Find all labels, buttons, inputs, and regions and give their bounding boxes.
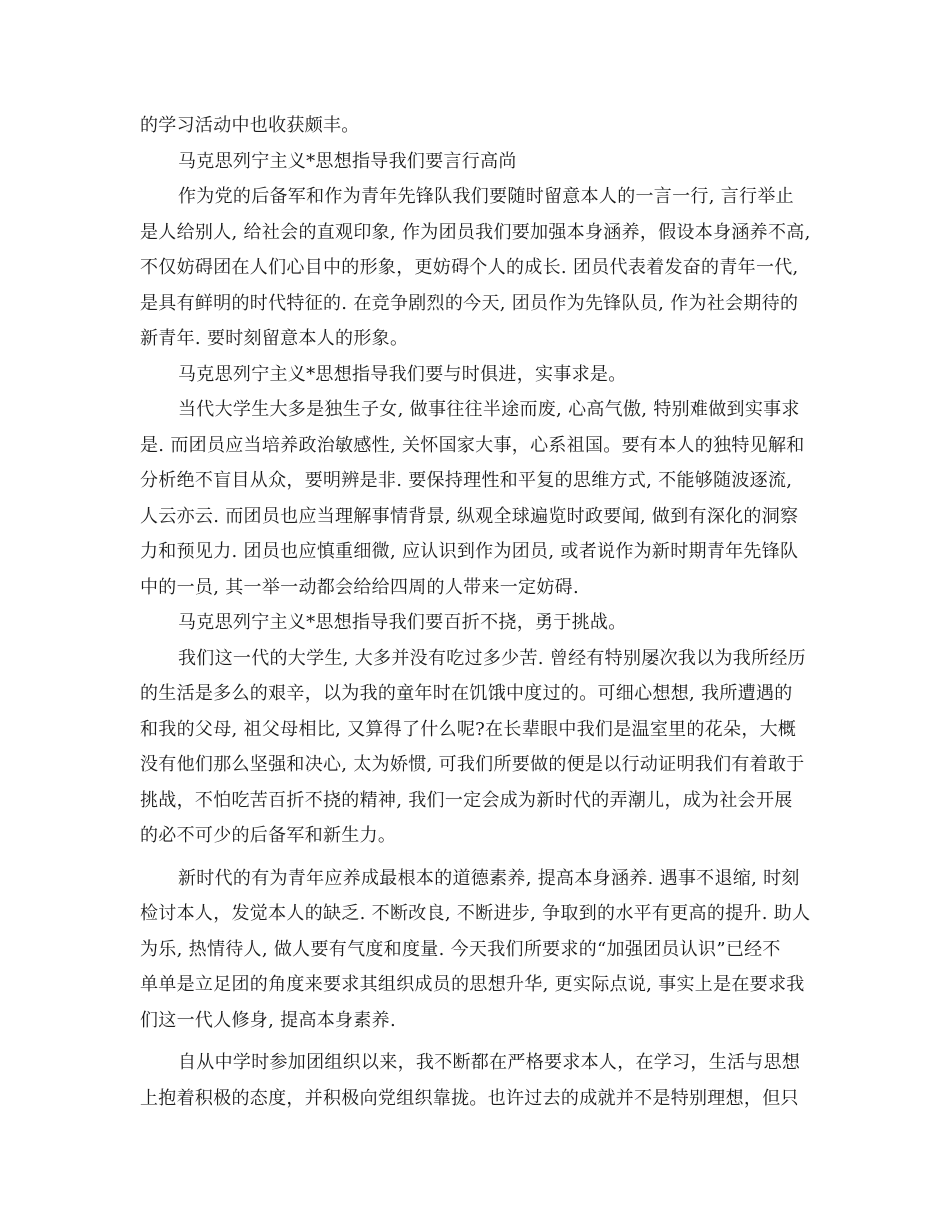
text-line: 单单是立足团的角度来要求其组织成员的思想升华, 更实际点说, 事实上是在要求我 bbox=[140, 974, 805, 995]
text-line: 检讨本人，发觉本人的缺乏. 不断改良, 不断进步, 争取到的水平有更高的提升. 助人 bbox=[140, 903, 811, 924]
paragraph-first-line: 新时代的有为青年应养成最根本的道德素养, 提高本身涵养. 遇事不退缩, 时刻 bbox=[178, 867, 800, 889]
text-line: 们这一代人修身, 提高本身素养. bbox=[140, 1009, 396, 1031]
text-line: 新青年. 要时刻留意本人的形象。 bbox=[140, 328, 409, 349]
text-line: 挑战，不怕吃苦百折不挠的精神, 我们一定会成为新时代的弄潮儿，成为社会开展 bbox=[140, 789, 793, 811]
paragraph-first-line: 我们这一代的大学生, 大多并没有吃过多少苦. 曾经有特别屡次我以为我所经历 bbox=[178, 647, 806, 669]
document-body bbox=[140, 108, 820, 1116]
paragraph-first-line: 马克思列宁主义*思想指导我们要言行高尚 bbox=[178, 150, 517, 172]
paragraph-first-line: 当代大学生大多是独生子女, 做事往往半途而废, 心高气傲, 特别难做到实事求 bbox=[178, 399, 800, 420]
text-line: 没有他们那么坚强和决心, 太为娇惯, 可我们所要做的便是以行动证明我们有着敢于 bbox=[140, 754, 805, 775]
paragraph-first-line: 马克思列宁主义*思想指导我们要百折不挠，勇于挑战。 bbox=[178, 612, 627, 633]
text-line: 的必不可少的后备军和新生力。 bbox=[140, 825, 397, 846]
text-line: 不仅妨碍团在人们心目中的形象，更妨碍个人的成长. 团员代表着发奋的青年一代, bbox=[140, 257, 799, 278]
text-line: 中的一员, 其一举一动都会给给四周的人带来一定妨碍. bbox=[140, 576, 579, 598]
text-line: 是具有鲜明的时代特征的. 在竞争剧烈的今天, 团员作为先锋队员, 作为社会期待的 bbox=[140, 292, 799, 314]
text-line: 的学习活动中也收获颇丰。 bbox=[140, 115, 360, 136]
text-line: 分析绝不盲目从众，要明辨是非. 要保持理性和平复的思维方式, 不能够随波逐流, bbox=[140, 470, 793, 491]
text-line: 是人给别人, 给社会的直观印象, 作为团员我们要加强本身涵养，假设本身涵养不高, bbox=[140, 221, 811, 243]
paragraph-gap bbox=[140, 1038, 820, 1045]
text-line: 是. 而团员应当培养政治敏感性, 关怀国家大事，心系祖国。要有本人的独特见解和 bbox=[140, 434, 805, 456]
text-line: 人云亦云. 而团员也应当理解事情背景, 纵观全球遍览时政要闻, 做到有深化的洞察 bbox=[140, 505, 799, 527]
text-line: 和我的父母, 祖父母相比, 又算得了什么呢?在长辈眼中我们是温室里的花朵，大概 bbox=[140, 718, 797, 740]
paragraph-first-line: 自从中学时参加团组织以来，我不断都在严格要求本人，在学习，生活与思想 bbox=[178, 1052, 801, 1073]
paragraph-first-line: 马克思列宁主义*思想指导我们要与时俱进，实事求是。 bbox=[178, 363, 627, 385]
text-line: 为乐, 热情待人, 做人要有气度和度量. 今天我们所要求的“加强团员认识”已经不 bbox=[140, 938, 781, 960]
paragraph-first-line: 作为党的后备军和作为青年先锋队我们要随时留意本人的一言一行, 言行举止 bbox=[178, 186, 794, 207]
text-line: 上抱着积极的态度，并积极向党组织靠拢。也许过去的成就并不是特别理想，但只 bbox=[140, 1087, 799, 1109]
text-line: 的生活是多么的艰辛，以为我的童年时在饥饿中度过的。可细心想想, 我所遭遇的 bbox=[140, 683, 793, 704]
paragraph-gap bbox=[140, 854, 820, 861]
text-line: 力和预见力. 团员也应慎重细微, 应认识到作为团员, 或者说作为新时期青年先锋队 bbox=[140, 541, 799, 562]
